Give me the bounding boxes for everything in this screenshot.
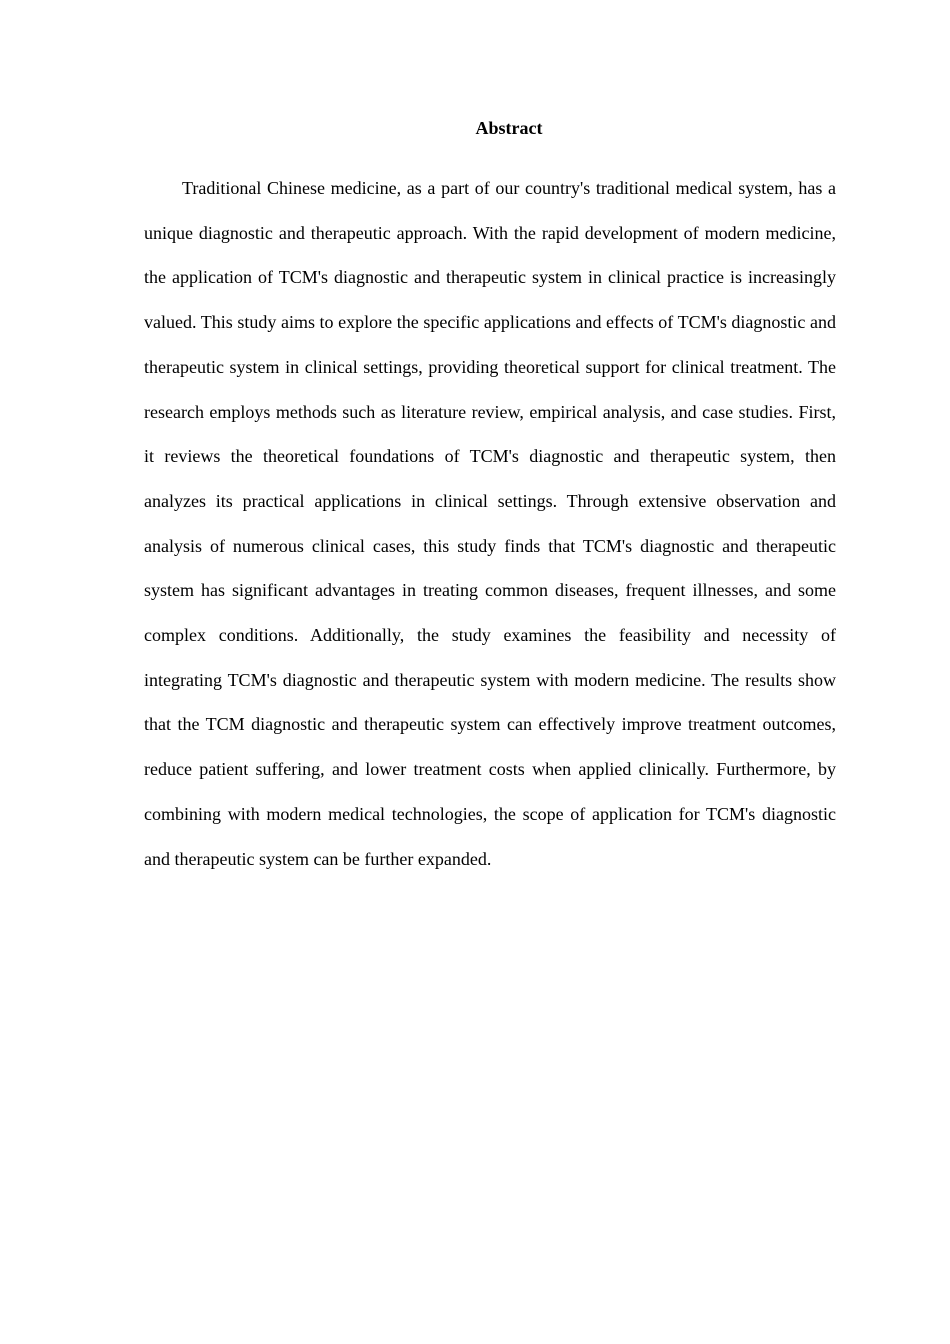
abstract-heading: Abstract [475, 118, 543, 138]
abstract-paragraph: Traditional Chinese medicine, as a part of our country's traditional medical system, has a unique diagnostic and therapeutic approach. With the rapid development of modern medicine, the application of TCM's diagnostic and therapeutic system in clinical practice is increasingly valued. This study aims to explore the specific applications and effects of TCM's diagnostic and therapeutic system in clinical settings, providing theoretical support for clinical treatment. The research employs methods such as literature review, empirical analysis, and case studies. First, it reviews the theoretical foundations of TCM's diagnostic and therapeutic system, then analyzes its practical applications in clinical settings. Through extensive observation and analysis of numerous clinical cases, this study finds that TCM's diagnostic and therapeutic system has significant advantages in treating common diseases, frequent illnesses, and some complex conditions. Additionally, the study examines the feasibility and necessity of integrating TCM's diagnostic and therapeutic system with modern medicine. The results show that the TCM diagnostic and therapeutic system can effectively improve treatment outcomes, reduce patient suffering, and lower treatment costs when applied clinically. Furthermore, by combining with modern medical technologies, the scope of application for TCM's diagnostic and therapeutic system can be further expanded. [144, 178, 836, 869]
